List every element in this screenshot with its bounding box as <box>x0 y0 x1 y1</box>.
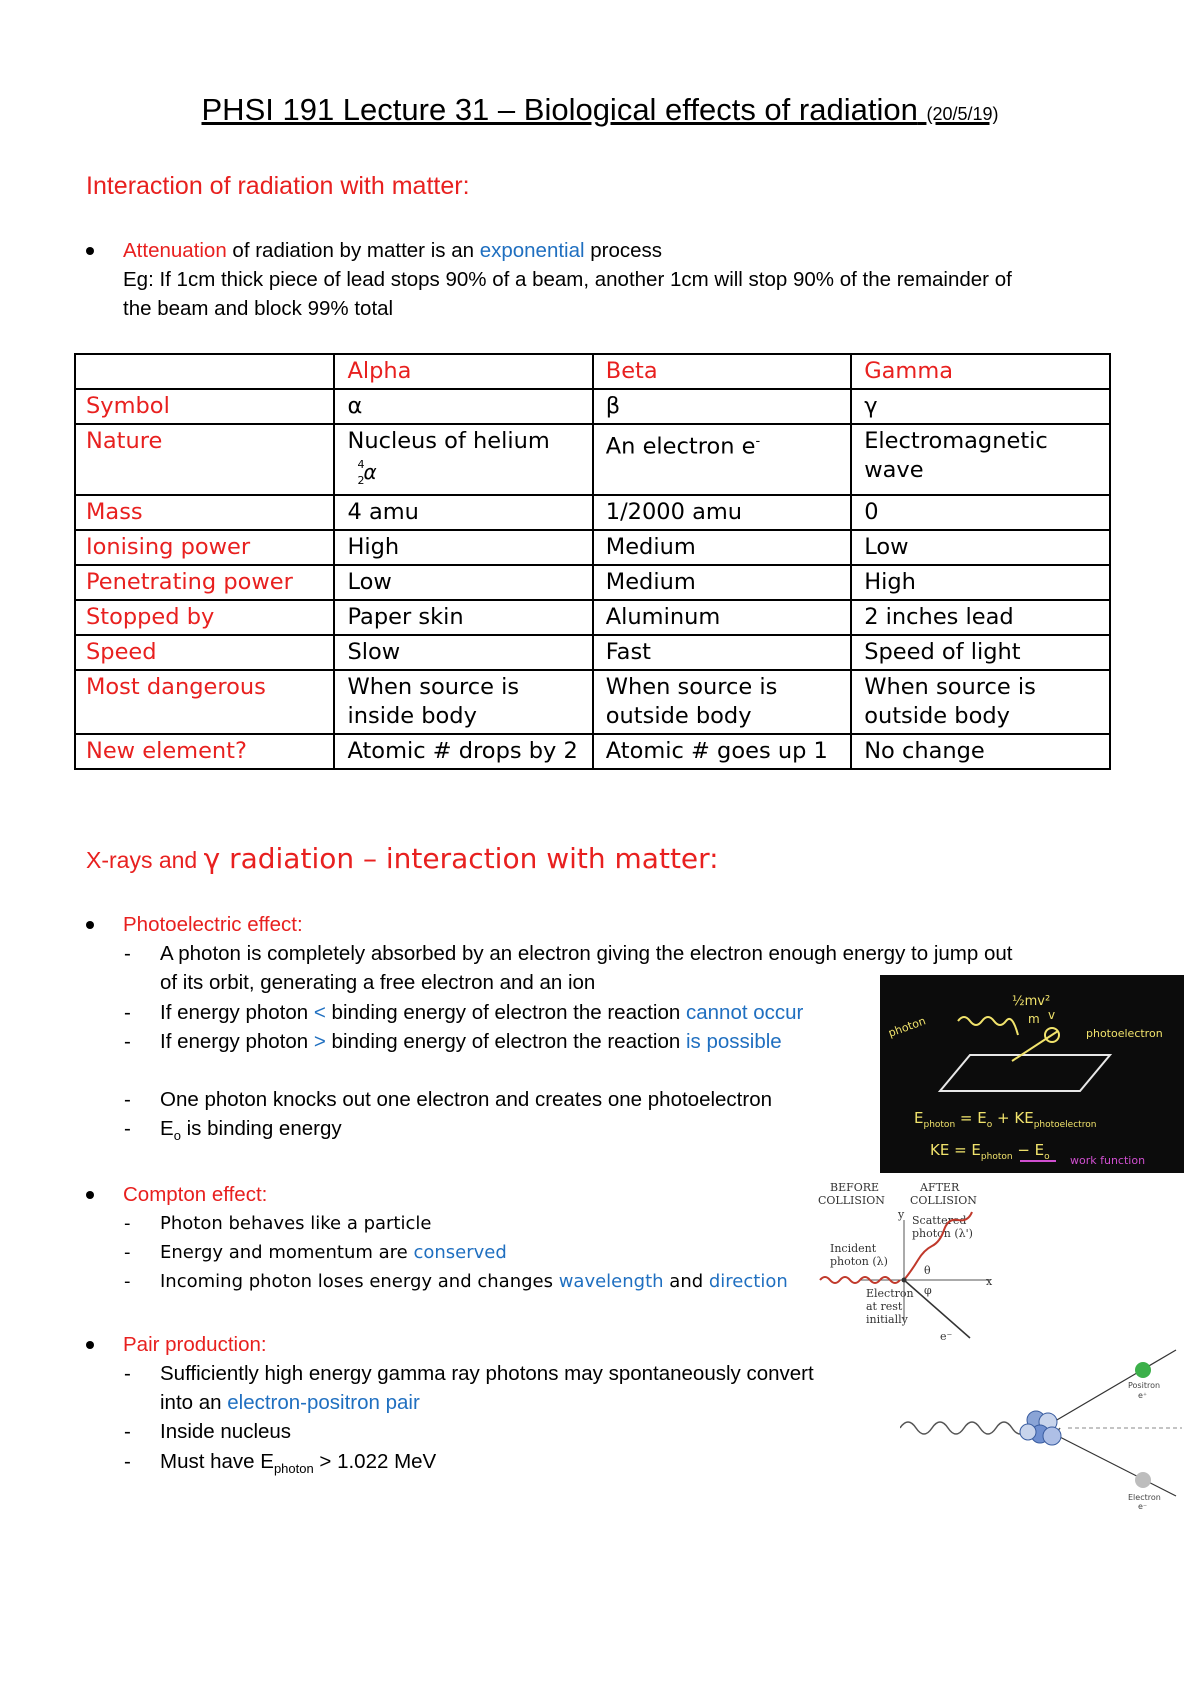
dash: - <box>124 1088 131 1111</box>
text: Incoming photon loses energy and changes <box>160 1271 559 1292</box>
cell-alpha: α <box>334 389 592 424</box>
cell-alpha: When source is inside body <box>334 670 592 734</box>
compton-diagram <box>800 1180 1010 1340</box>
subscript: photon <box>273 1461 314 1477</box>
cell-beta: Medium <box>593 530 851 565</box>
text: E <box>160 1117 174 1140</box>
collision-label: COLLISION <box>910 1194 977 1207</box>
table-header-beta: Beta <box>593 354 851 389</box>
cell-beta: Aluminum <box>593 600 851 635</box>
row-label: New element? <box>75 734 334 769</box>
pair-production-diagram <box>900 1340 1190 1510</box>
operator: > <box>313 1030 326 1053</box>
table-header-empty <box>75 354 334 389</box>
heading-part-b: γ radiation – interaction with matter: <box>203 842 719 875</box>
recoil-electron-path <box>904 1280 970 1338</box>
eq-sub: photoelectron <box>1033 1120 1097 1130</box>
photoelectric-title: Photoelectric effect: <box>123 913 303 936</box>
bullet-line-2: Eg: If 1cm thick piece of lead stops 90% of a beam, another 1cm will stop 90% of the remainder of <box>123 268 1012 291</box>
cell-beta: Fast <box>593 635 851 670</box>
before-label: BEFORE <box>830 1181 880 1194</box>
cell-beta: When source is outside body <box>593 670 851 734</box>
text: Must have E <box>160 1450 274 1473</box>
item-text: One photon knocks out one electron and creates one photoelectron <box>160 1088 773 1111</box>
alpha-nature-text: Nucleus of helium <box>347 428 550 454</box>
highlight: conserved <box>413 1242 507 1263</box>
title-date: (20/5/19) <box>926 104 999 124</box>
item-text <box>160 998 803 1027</box>
cell-gamma: When source is outside body <box>851 670 1110 734</box>
cell-beta: Medium <box>593 565 851 600</box>
item-text: Inside nucleus <box>160 1420 292 1443</box>
cell-beta: 1/2000 amu <box>593 495 851 530</box>
phi-label: φ <box>924 1284 932 1297</box>
positron-label: Positron <box>1128 1381 1161 1390</box>
alpha-nuclide-symbol <box>347 456 387 487</box>
positron-particle <box>1135 1362 1151 1378</box>
eq-part: E <box>914 1109 924 1127</box>
page-title <box>0 92 1200 128</box>
beta-superscript: - <box>755 434 761 449</box>
item-text: Sufficiently high energy gamma ray photons may spontaneously convert <box>160 1362 814 1385</box>
dash: - <box>124 1030 131 1053</box>
eq-part: KE = E <box>930 1141 981 1159</box>
atomic-number: 2 <box>357 474 365 487</box>
cell-alpha: 4 amu <box>334 495 592 530</box>
eq-part: − E <box>1012 1141 1045 1159</box>
text: binding energy of electron the reaction <box>325 1001 686 1024</box>
row-label: Ionising power <box>75 530 334 565</box>
eq-sub: photon <box>923 1120 956 1130</box>
table-row <box>75 600 1110 635</box>
text: and <box>663 1271 709 1292</box>
dash: - <box>124 1362 131 1385</box>
table-row <box>75 565 1110 600</box>
item-text <box>160 1447 436 1483</box>
nucleon <box>1043 1427 1061 1445</box>
term-exponential: exponential <box>479 239 585 262</box>
nucleon <box>1020 1424 1036 1440</box>
bullet-line-1 <box>123 236 662 265</box>
table-header-row <box>75 354 1110 389</box>
dash: - <box>124 1271 131 1292</box>
dash: - <box>124 1117 131 1140</box>
cell-gamma: Low <box>851 530 1110 565</box>
text: If energy photon <box>160 1001 314 1024</box>
cell-gamma: 0 <box>851 495 1110 530</box>
table-row <box>75 670 1110 734</box>
table-row <box>75 734 1110 769</box>
dash: - <box>124 1242 131 1263</box>
cell-gamma: Speed of light <box>851 635 1110 670</box>
dash: - <box>124 1420 131 1443</box>
electron-particle <box>1135 1472 1151 1488</box>
eq-sub: photon <box>980 1152 1013 1162</box>
item-text <box>160 1027 782 1056</box>
table-row <box>75 424 1110 495</box>
cell-gamma: Electromagnetic wave <box>851 424 1110 495</box>
highlight: wavelength <box>558 1271 664 1292</box>
electron-label: Electron <box>866 1287 914 1300</box>
table-row <box>75 530 1110 565</box>
after-label: AFTER <box>920 1181 960 1194</box>
eq-part: + KE <box>992 1109 1034 1127</box>
bullet-dot <box>86 921 94 929</box>
mass-label: m <box>1028 1012 1040 1026</box>
item-text <box>160 1238 507 1267</box>
kinetic-energy-label: ½mv² <box>1012 994 1051 1009</box>
row-label: Mass <box>75 495 334 530</box>
cell-alpha <box>334 424 592 495</box>
y-axis-label: y <box>898 1208 905 1221</box>
highlight: is possible <box>685 1030 782 1053</box>
work-function-label: work function <box>1070 1154 1146 1167</box>
item-text <box>160 1267 788 1296</box>
operator: < <box>313 1001 326 1024</box>
text: If energy photon <box>160 1030 314 1053</box>
mass-number: 4 <box>357 458 365 471</box>
table-header-gamma: Gamma <box>851 354 1110 389</box>
electron-path <box>1050 1432 1176 1496</box>
radiation-table <box>74 353 1111 770</box>
cell-alpha: Slow <box>334 635 592 670</box>
bullet-dot <box>86 247 94 255</box>
compton-title: Compton effect: <box>123 1183 268 1206</box>
item-text: A photon is completely absorbed by an electron giving the electron enough energy to jump out <box>160 942 1013 965</box>
section-heading-interaction: Interaction of radiation with matter: <box>86 172 470 200</box>
text: Energy and momentum are <box>160 1242 414 1263</box>
incident-label: Incident <box>830 1242 877 1255</box>
text: is binding energy <box>180 1117 342 1140</box>
cell-gamma: High <box>851 565 1110 600</box>
heading-part-a: X-rays and <box>86 847 204 873</box>
velocity-label: v <box>1048 1008 1056 1022</box>
eq-sub: o <box>1044 1152 1050 1162</box>
scattered-photon-label: photon (λ') <box>912 1227 973 1240</box>
row-label: Speed <box>75 635 334 670</box>
row-label: Symbol <box>75 389 334 424</box>
eq-sub: o <box>986 1120 993 1130</box>
cell-gamma: 2 inches lead <box>851 600 1110 635</box>
dash: - <box>124 1450 131 1473</box>
row-label: Most dangerous <box>75 670 334 734</box>
bullet-line-3: the beam and block 99% total <box>123 297 394 320</box>
term-attenuation: Attenuation <box>123 239 227 262</box>
cell-alpha: Low <box>334 565 592 600</box>
beta-nature-text: An electron e <box>605 433 756 460</box>
cell-alpha: Paper skin <box>334 600 592 635</box>
cell-beta: β <box>593 389 851 424</box>
cell-beta: Atomic # goes up 1 <box>593 734 851 769</box>
section-heading-xrays <box>86 842 719 875</box>
collision-label: COLLISION <box>818 1194 885 1207</box>
row-label: Penetrating power <box>75 565 334 600</box>
text: process <box>584 239 663 262</box>
subscript: o <box>173 1128 181 1144</box>
cell-gamma: No change <box>851 734 1110 769</box>
text: of radiation by matter is an <box>226 239 480 262</box>
dash: - <box>124 1001 131 1024</box>
photon-label: photon <box>886 1014 928 1040</box>
highlight: direction <box>708 1271 788 1292</box>
row-label: Stopped by <box>75 600 334 635</box>
item-text <box>160 1114 342 1150</box>
item-text <box>160 1388 420 1417</box>
theta-label: θ <box>924 1264 931 1277</box>
text: into an <box>160 1391 228 1414</box>
table-row <box>75 635 1110 670</box>
cell-gamma: γ <box>851 389 1110 424</box>
item-text: Photon behaves like a particle <box>160 1213 432 1234</box>
electron-label: Electron <box>1128 1493 1161 1502</box>
text: > 1.022 MeV <box>313 1450 437 1473</box>
nucleus <box>1020 1411 1061 1445</box>
eq-part: = E <box>955 1109 987 1127</box>
bullet-dot <box>86 1191 94 1199</box>
x-axis-label: x <box>986 1275 993 1288</box>
photoelectron-label: photoelectron <box>1086 1027 1163 1040</box>
dash: - <box>124 1213 131 1234</box>
row-label: Nature <box>75 424 334 495</box>
electron-symbol: e⁻ <box>1138 1502 1148 1510</box>
text: binding energy of electron the reaction <box>325 1030 686 1053</box>
electron-symbol: e⁻ <box>940 1330 953 1340</box>
alpha-symbol: α <box>363 460 377 484</box>
cell-alpha: Atomic # drops by 2 <box>334 734 592 769</box>
dash: - <box>124 942 131 965</box>
bullet-dot <box>86 1341 94 1349</box>
initially-label: initially <box>866 1313 908 1326</box>
table-row <box>75 495 1110 530</box>
cell-beta <box>593 424 851 495</box>
item-text: of its orbit, generating a free electron and an ion <box>160 971 596 994</box>
incident-photon-label: photon (λ) <box>830 1255 888 1268</box>
at-rest-label: at rest <box>866 1300 903 1313</box>
title-text: PHSI 191 Lecture 31 – Biological effects of radiation <box>201 92 918 127</box>
table-row <box>75 389 1110 424</box>
photoelectric-diagram <box>880 975 1184 1173</box>
pair-title: Pair production: <box>123 1333 267 1356</box>
scattered-label: Scattered <box>912 1214 967 1227</box>
cell-alpha: High <box>334 530 592 565</box>
positron-symbol: e⁺ <box>1138 1391 1148 1400</box>
table-header-alpha: Alpha <box>334 354 592 389</box>
highlight: electron-positron pair <box>227 1391 420 1414</box>
highlight: cannot occur <box>685 1001 804 1024</box>
collision-point <box>902 1278 907 1283</box>
